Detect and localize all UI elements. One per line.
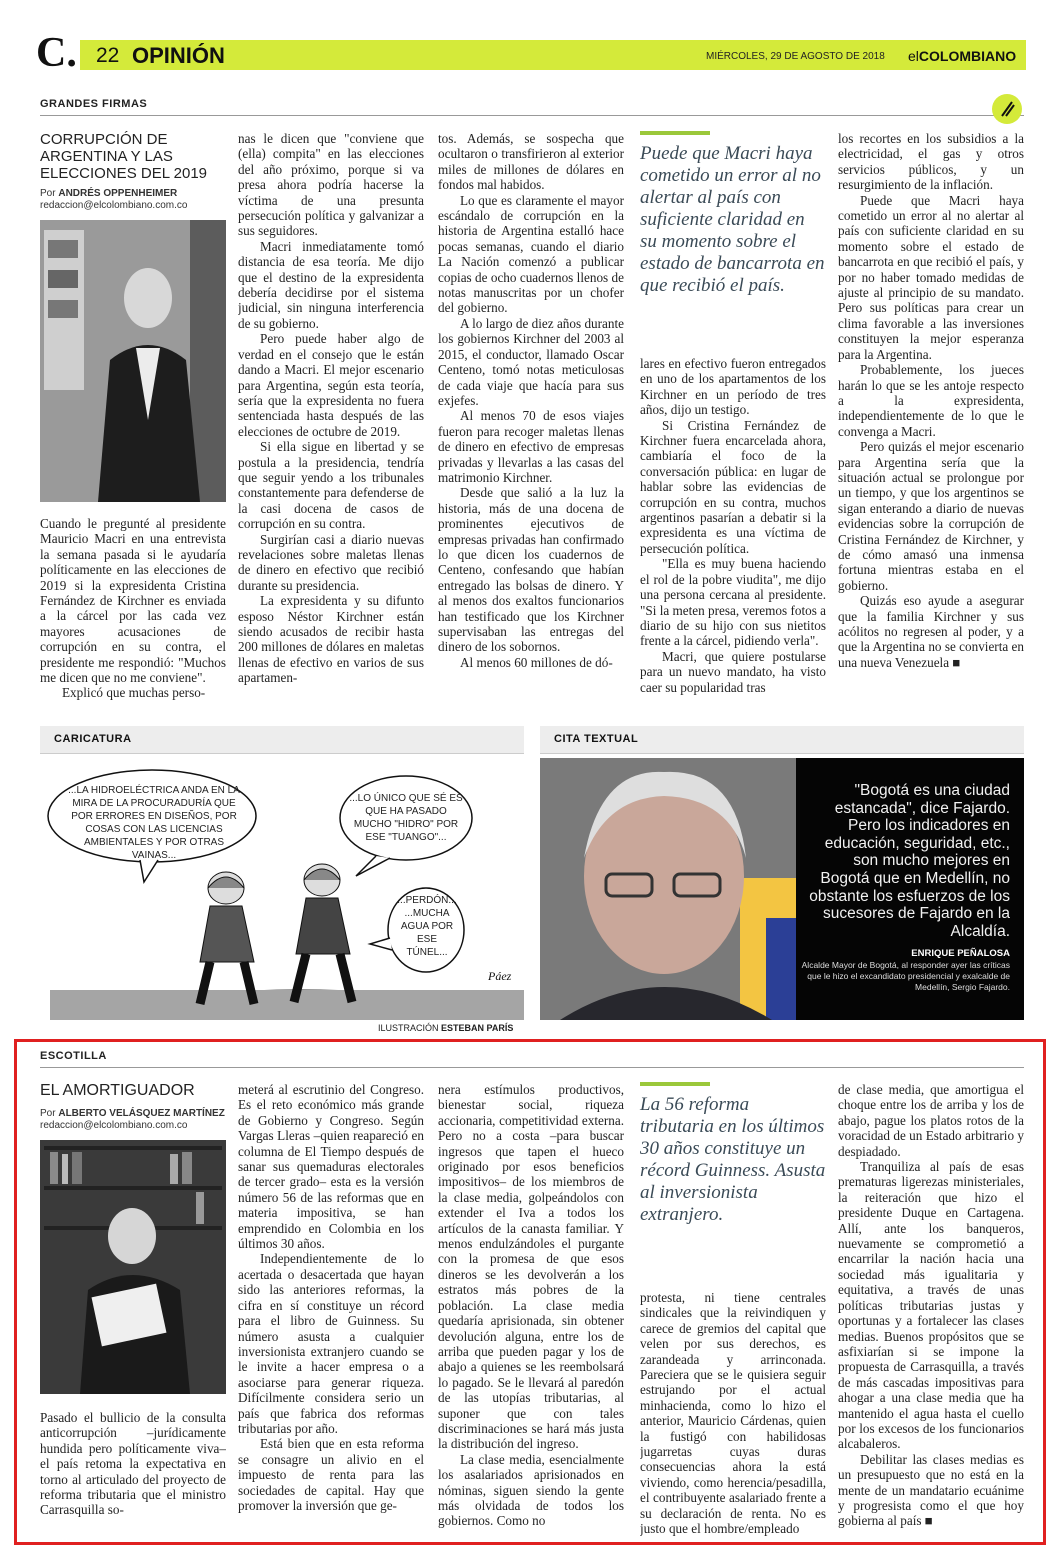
section-bar-caricatura bbox=[40, 726, 524, 754]
brand-name: COLOMBIANO bbox=[918, 48, 1017, 64]
paragraph: de clase media, que amortigua el choque entre los de arriba y los de abajo, pague los platos rotos de la voracidad de un Estado arbitrario y despiadado. bbox=[838, 1082, 1024, 1159]
article-column-1 bbox=[40, 1410, 226, 1538]
paragraph: Probablemente, los jueces harán lo que se les antoje respecto a la expresidenta, independientemente de lo que le convenga a Macri. bbox=[838, 362, 1024, 439]
paragraph: Explicó que muchas perso- bbox=[62, 685, 206, 701]
article-byline bbox=[40, 1108, 230, 1132]
cartoon-credit bbox=[378, 1023, 513, 1033]
paragraph: Surgirían casi a diario nuevas revelaciones sobre maletas llenas de dinero en efectivo que recibió durante su presidencia. bbox=[238, 531, 424, 593]
paragraph: Macri inmediatamente tomó distancia de esa teoría. Me dijo que el destino de la expresidenta debería decidirse por el sistema judicial, sin ninguna interferencia de su gobierno. bbox=[238, 238, 424, 331]
section-label-grandes-firmas: GRANDES FIRMAS bbox=[40, 98, 148, 110]
paragraph: los recortes en los subsidios a la electricidad, el gas y otros servicios públicos, y un resurgimiento de la inflación. bbox=[838, 131, 1024, 193]
byline-prefix: Por bbox=[40, 1108, 56, 1119]
paragraph: Independientemente de lo acertada o desacertada que hayan sido las anteriores reformas, la cifra en sí constituye un récord para el libro de Guinness. Su número asusta a cualquier inversionista extranjero cuando se le invite a hacer empresa o a asociarse para generar riqueza. Difícilmente considera serio un país que fabrica dos reformas tributarias por año. bbox=[238, 1251, 424, 1436]
article-column-5 bbox=[838, 1082, 1024, 1538]
paragraph: Debilitar las clases medias es un presupuesto que no está en la mente de un mandatario ecuánime y progresista como el que hoy gobierna al país ■ bbox=[838, 1451, 1024, 1529]
article-column-4 bbox=[640, 1290, 826, 1538]
paragraph: Al menos 60 millones de dó- bbox=[460, 654, 613, 670]
cartoon-bubble-1: ...LA HIDROELÉCTRICA ANDA EN LA MIRA DE LA PROCURADURÍA QUE POR ERRORES EN DISEÑOS, POR COSAS CON LAS LICENCIAS AMBIENTALES Y POR OTRAS VAINAS... bbox=[68, 785, 240, 861]
paragraph: Pero quizás el mejor escenario para Argentina sería que la situación actual se prolongue por un tiempo, y que los argentinos se sigan enterando a diario de nuevas evidencias sobre la corrupción de Cristina Fernández de Kirchner, y de cómo amasó una inmensa fortuna mientras estaba en el gobierno. bbox=[838, 439, 1024, 593]
article-column-2 bbox=[238, 131, 424, 701]
author-name: ALBERTO VELÁSQUEZ MARTÍNEZ bbox=[58, 1108, 225, 1119]
section-title: OPINIÓN bbox=[132, 43, 225, 68]
brand bbox=[908, 48, 1016, 64]
paragraph: lares en efectivo fueron entregados en uno de los apartamentos de los Kirchner en un período de tres años, dijo un testigo. bbox=[640, 356, 826, 418]
cita-person-name: ENRIQUE PEÑALOSA bbox=[911, 948, 1010, 959]
pull-quote bbox=[640, 1082, 826, 1226]
paragraph: protesta, ni tiene centrales sindicales que la reivindiquen y carece de gremios del capital que velen por sus derechos, es zarandeada y arrinconada. Pareciera que se le quisiera seguir estrujando por el actual minhacienda, como lo hizo el anterior, Mauricio Cárdenas, quien la fustigó con habilidosas jugarretas cuyas duras consecuencias ahora la está viviendo, como herencia/pesadilla, el contribuyente asalariado frente a su declaración de renta. No es justo que el hombre/empleado bbox=[640, 1290, 826, 1537]
section-label-escotilla: ESCOTILLA bbox=[40, 1050, 107, 1062]
paragraph: Si Cristina Fernández de Kirchner fuera encarcelada ahora, cambiaría el foco de la conversación pública: en lugar de hablar sobre las evidencias de corrupción en su contra, muchos argentinos pasarían a debatir si la expresidenta es una víctima de persecución política. bbox=[640, 417, 826, 556]
paragraph: A lo largo de diez años durante los gobiernos Kirchner del 2003 al 2015, el conductor, llamado Oscar Centeno, tomó notas meticulosas de cada viaje que hacía para sus exjefes. bbox=[438, 315, 624, 408]
page-header bbox=[36, 30, 1026, 76]
quote-accent-bar bbox=[640, 131, 710, 135]
cartoon-illustration bbox=[40, 758, 524, 1020]
section-bar-cita-textual bbox=[540, 726, 1024, 754]
paragraph: Macri, que quiere postularse para un nuevo mandato, ha visto caer su popularidad tras bbox=[640, 648, 826, 695]
cartoon-bubble-3: ...PERDÓN... ...MUCHA AGUA POR ESE TÚNEL... bbox=[397, 895, 457, 958]
credit-name: ESTEBAN PARÍS bbox=[441, 1023, 514, 1033]
divider bbox=[40, 115, 1024, 116]
paragraph: Quizás eso ayude a asegurar que la familia Kirchner y sus acólitos no regresen al poder, y a que la Argentina no se convierta en una nueva Venezuela ■ bbox=[838, 593, 1024, 670]
paragraph: Si ella sigue en libertad y se postula a la presidencia, tendría que seguir yendo a los tribunales constantemente para defenderse de la casi docena de casos de corrupción en su contra. bbox=[238, 439, 424, 532]
article-column-2 bbox=[238, 1082, 424, 1538]
section-label: CARICATURA bbox=[54, 733, 132, 745]
quoted-person-photo bbox=[540, 758, 796, 1020]
paragraph: nera estímulos productivos, bienestar social, riqueza accionaria, competitividad externa. Pero no a costa –para buscar ingresos que tapen el hueco originado por esos beneficios impositivos– de los miembros de la clase media, golpeándolos con extender el Iva a todos los artículos de la canasta familiar. Y menos endulzándoles el purgante con la promesa de que esos dineros se les devolverán a los estratos más pobres de la población. La clase media quedaría aprisionada, sin obtener devolución alguna, entre los de arriba que pueden pagar y los de abajo a quienes se les reembolsará lo pagado. Se le llevará al paredón de las utopías tributarias, al suponer que con tales discriminaciones se hará más justa la distribución del ingreso. bbox=[438, 1082, 624, 1452]
cita-quote: "Bogotá es una ciudad estancada", dice Fajardo. Pero los indicadores en educación, seguridad, etc., son mucho mejores en Bogotá que en Medellín, no obstante los esfuerzos de los sucesores de Fajardo en la Alcaldía. bbox=[809, 782, 1010, 940]
article-column-3 bbox=[438, 131, 624, 701]
author-photo bbox=[40, 1140, 226, 1394]
article-title: CORRUPCIÓN DE ARGENTINA Y LAS ELECCIONES DEL 2019 bbox=[40, 131, 208, 182]
cita-caption: Alcalde Mayor de Bogotá, al responder ayer las críticas que le hizo el excandidato presidencial y exalcalde de Medellín, Sergio Fajardo. bbox=[801, 960, 1010, 992]
paragraph: Al menos 70 de esos viajes fueron para recoger maletas llenas de dinero en efectivo de empresas privadas y llevarlas a las casas del matrimonio Kirchner. bbox=[438, 408, 624, 485]
paragraph: Pero puede haber algo de verdad en el consejo que le están dando a Macri. El mejor escenario para Argentina, según esta teoría, sería que la expresidenta no fuera sentenciada hasta después de las elecciones de octubre de 2019. bbox=[238, 331, 424, 439]
article-column-4 bbox=[640, 356, 826, 701]
svg-text:Páez: Páez bbox=[488, 969, 512, 983]
paragraph: Cuando le pregunté al presidente Mauricio Macri en una entrevista la semana pasada si le ayudaría políticamente en las elecciones de 2019 si la expresidenta Cristina Fernández de Kirchner es enviada a la cárcel por las cada vez mayores acusaciones de corrupción en su contra, el presidente me respondió: "Muchos me dicen que no me conviene". bbox=[40, 516, 226, 686]
paragraph: nas le dicen que "conviene que (ella) compita" en las elecciones del año próximo, porque si va presa ahora podría hacerse la víctima de una presunta persecución política y galvanizar a sus seguidores. bbox=[238, 131, 424, 239]
cita-panel bbox=[540, 758, 1024, 1020]
paragraph: "Ella es muy buena haciendo el rol de la pobre viudita", me dijo una persona cercana al presidente. "Si la meten presa, veremos fotos a diario de su hijo con sus nietitos frente a la cárcel, pidiendo verla". bbox=[640, 556, 826, 649]
divider bbox=[40, 1067, 1024, 1068]
pull-quote-text: Puede que Macri haya cometido un error al no alertar al país con suficiente claridad en su momento sobre el estado de bancarrota en que recibió el país. bbox=[640, 143, 825, 296]
article-column-1 bbox=[40, 516, 226, 701]
article-byline bbox=[40, 188, 230, 212]
brand-prefix: el bbox=[908, 48, 919, 64]
byline-prefix: Por bbox=[40, 188, 56, 199]
paragraph: Pasado el bullicio de la consulta anticorrupción –jurídicamente hundida pero políticamente viva– el país retoma la expectativa en torno al articulado del proyecto de reforma tributaria que el ministro Carrasquilla so- bbox=[40, 1410, 226, 1518]
logo: C. bbox=[36, 30, 77, 76]
paragraph: La clase media, esencialmente los asalariados aprisionados en nóminas, siguen siendo la gente más olvidada de todos los gobiernos. Como no bbox=[438, 1451, 624, 1529]
paragraph: Desde que salió a la luz la historia, más de una docena de prominentes ejecutivos de empresas privadas han confirmado lo que dicen los cuadernos de Centeno, confesando que habían entregado las bolsas de dinero. Y al menos dos exaltos funcionarios han testificado que los Kirchner supervisaban las entregas del dinero de los sobornos. bbox=[438, 485, 624, 655]
author-email: redaccion@elcolombiano.com.co bbox=[40, 200, 188, 211]
pull-quote-text: La 56 reforma tributaria en los últimos 30 años constituye un récord Guinness. Asusta al inversionista extranjero. bbox=[640, 1094, 826, 1225]
paragraph: Lo que es claramente el mayor escándalo de corrupción en la historia de Argentina estalló hace pocas semanas, cuando el diario La Nación comenzó a publicar copias de ocho cuadernos llenos de notas manuscritas por un chofer del gobierno. bbox=[438, 192, 624, 316]
paragraph: La expresidenta y su difunto esposo Néstor Kirchner están siendo acusados de recibir hasta 200 millones de dólares en maletas llenas de efectivo en varios de sus apartamen- bbox=[238, 593, 424, 686]
article-column-5 bbox=[838, 131, 1024, 701]
article-column-3 bbox=[438, 1082, 624, 1538]
page-number: 22 bbox=[96, 44, 120, 67]
author-email: redaccion@elcolombiano.com.co bbox=[40, 1120, 188, 1131]
paragraph: Está bien que en esta reforma se consagre un alivio en el impuesto de renta para las sociedades de capital. Hay que promover la inversión que ge- bbox=[238, 1436, 424, 1513]
author-photo bbox=[40, 220, 226, 502]
pull-quote bbox=[640, 131, 826, 297]
paragraph: tos. Además, se sospecha que ocultaron o transfirieron al exterior miles de millones de dólares en fondos mal habidos. bbox=[438, 131, 624, 193]
author-name: ANDRÉS OPPENHEIMER bbox=[58, 188, 178, 199]
section-label: CITA TEXTUAL bbox=[554, 733, 639, 745]
credit-prefix: ILUSTRACIÓN bbox=[378, 1023, 439, 1033]
header-date: MIÉRCOLES, 29 DE AGOSTO DE 2018 bbox=[706, 51, 885, 62]
article-title: EL AMORTIGUADOR bbox=[40, 1082, 195, 1099]
paragraph: meterá al escrutinio del Congreso. Es el reto económico más grande de Gobierno y Congreso. Según Vargas Lleras –quien reapareció en columna de El Tiempo después de sanar sus quemaduras electorales de tercer grado– esta es la versión número 56 de las reformas que en materia impositiva, se han emprendido en Colombia en los últimos 30 años. bbox=[238, 1082, 424, 1252]
quote-accent-bar bbox=[640, 1082, 710, 1086]
paragraph: Tranquiliza al país de esas prematuras ligerezas ministeriales, la reiteración que hizo el presidente Duque en Cartagena. Allí, ante los banqueros, nuevamente se comprometió a encarrilar la nación hacia una sociedad más igualitaria y equitativa, a través de unas políticas tributarias justas y oportunas y a fortalecer las clases medias. Buenos propósitos que se asfixiarían si se impone la propuesta de Carrasquilla, a través de más cascadas impositivas para ahogar a una clase media que ha mantenido el agua hasta el cuello por los excesos de los funcionarios alcabaleros. bbox=[838, 1159, 1024, 1452]
pen-icon bbox=[992, 94, 1022, 124]
paragraph: Puede que Macri haya cometido un error al no alertar al país con suficiente claridad en su momento sobre el estado de bancarrota en que recibió el país, y por no haber tomado medidas de ajuste al principio de su mandato. Pero sus políticas para crear un clima favorable a las inversiones constituyen la mejor esperanza para la Argentina. bbox=[838, 192, 1024, 362]
cartoon-bubble-2: ...LO ÚNICO QUE SÉ ES QUE HA PASADO MUCHO "HIDRO" POR ESE "TUANGO"... bbox=[349, 793, 463, 843]
